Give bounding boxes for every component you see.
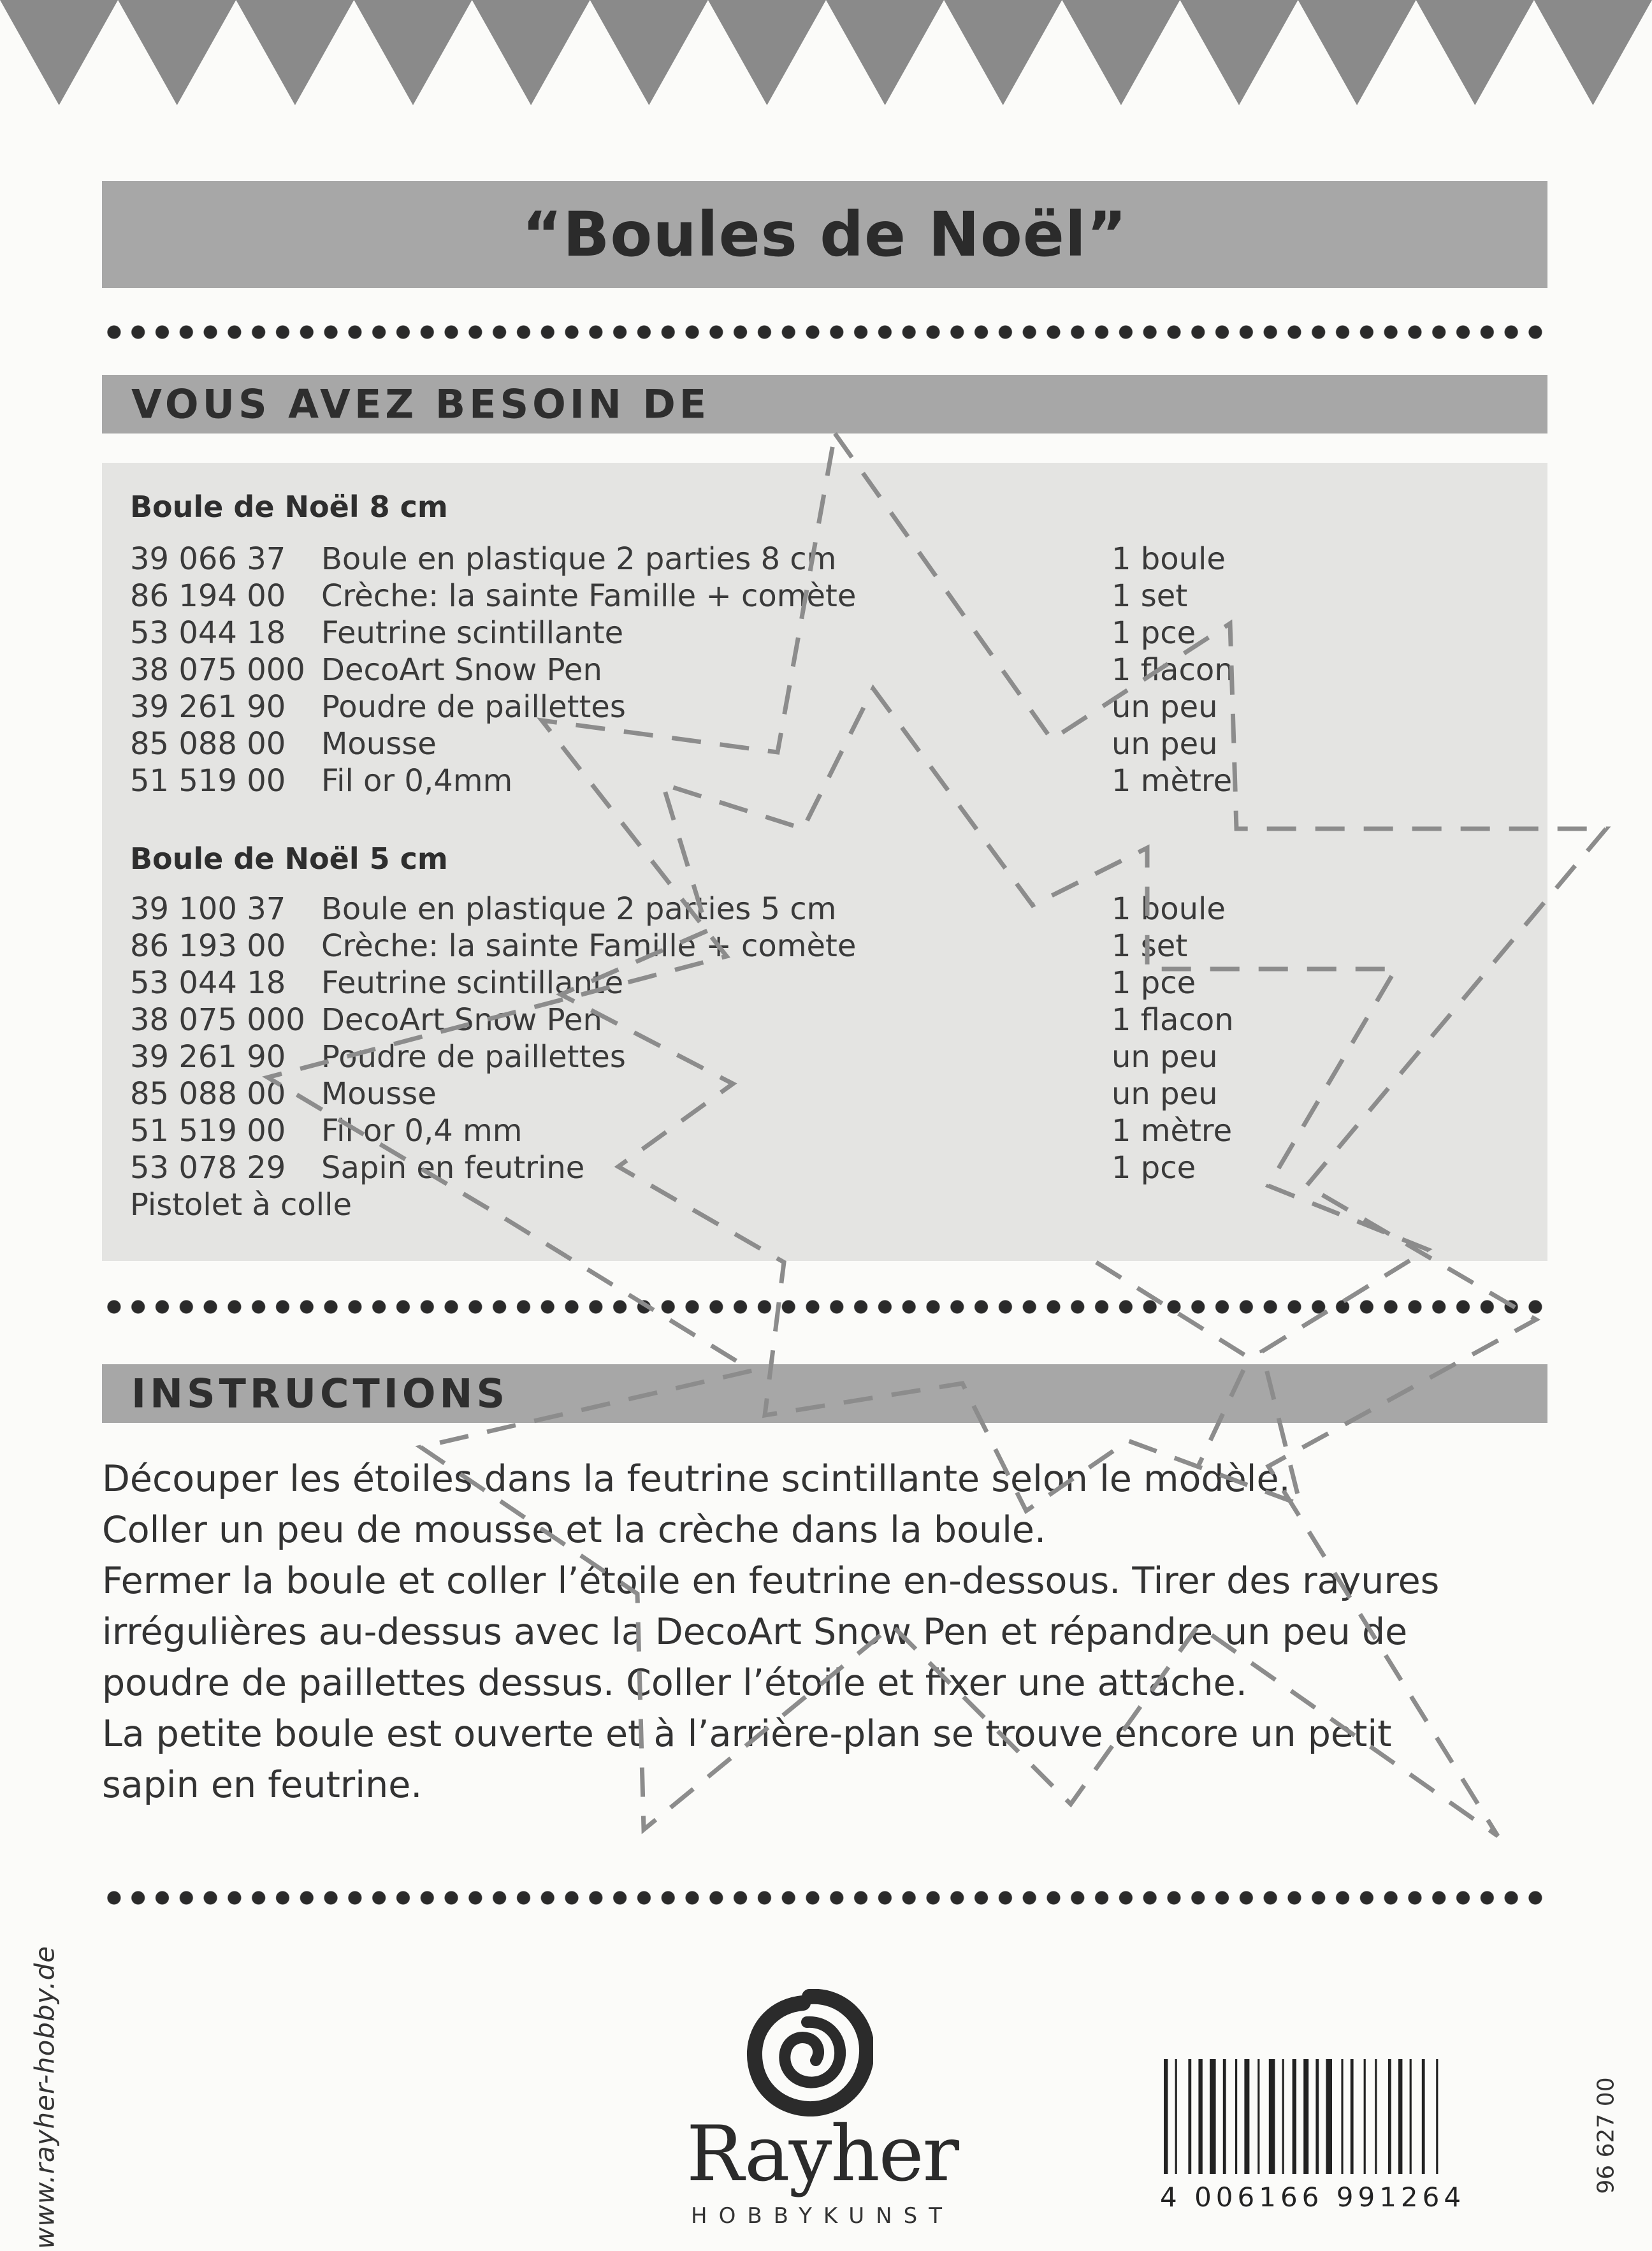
- item-name: Fil or 0,4 mm: [321, 1113, 523, 1149]
- page-title: “Boules de Noël”: [522, 199, 1127, 270]
- dotted-divider: [102, 1297, 1547, 1316]
- item-qty: 1 set: [1112, 578, 1188, 614]
- item-qty: 1 pce: [1112, 965, 1196, 1001]
- item-code: 39 100 37: [130, 891, 286, 927]
- item-name: Mousse: [321, 726, 437, 762]
- instruction-line: sapin en feutrine.: [102, 1764, 423, 1806]
- item-code: 38 075 000: [130, 652, 305, 688]
- needs-heading: VOUS AVEZ BESOIN DE: [131, 381, 711, 428]
- item-qty: 1 pce: [1112, 615, 1196, 651]
- rayher-spiral-logo-icon: [746, 1989, 873, 2116]
- item-qty: 1 flacon: [1112, 1002, 1234, 1038]
- item-qty: un peu: [1112, 1076, 1218, 1112]
- item-qty: 1 mètre: [1112, 763, 1233, 799]
- item-extra: Pistolet à colle: [130, 1187, 352, 1223]
- item-name: Feutrine scintillante: [321, 965, 624, 1001]
- instructions-heading: INSTRUCTIONS: [131, 1370, 509, 1417]
- instruction-line: Découper les étoiles dans la feutrine scintillante selon le modèle.: [102, 1458, 1291, 1500]
- item-code: 51 519 00: [130, 1113, 286, 1149]
- item-name: Feutrine scintillante: [321, 615, 624, 651]
- brand-tagline: HOBBYKUNST: [691, 2203, 953, 2229]
- materials-panel: [102, 463, 1547, 1261]
- barcode-number: 4 006166 991264: [1160, 2182, 1466, 2213]
- item-code: 39 261 90: [130, 1039, 286, 1075]
- instruction-line: Fermer la boule et coller l’étoile en feutrine en-dessous. Tirer des rayures: [102, 1560, 1440, 1602]
- item-qty: 1 boule: [1112, 541, 1226, 577]
- dotted-divider: [102, 1888, 1547, 1907]
- item-code: 39 261 90: [130, 689, 286, 725]
- item-code: 85 088 00: [130, 1076, 286, 1112]
- article-number: 96 627 00: [1593, 2077, 1619, 2194]
- instructions-text: [102, 1453, 1568, 1810]
- item-qty: un peu: [1112, 1039, 1218, 1075]
- item-qty: 1 mètre: [1112, 1113, 1233, 1149]
- item-code: 39 066 37: [130, 541, 286, 577]
- instruction-line: Coller un peu de mousse et la crèche dans la boule.: [102, 1509, 1047, 1551]
- website-url: www.rayher-hobby.de: [29, 1945, 61, 2250]
- item-code: 51 519 00: [130, 763, 286, 799]
- item-code: 86 194 00: [130, 578, 286, 614]
- group-title-8cm: Boule de Noël 8 cm: [130, 490, 448, 524]
- item-qty: un peu: [1112, 689, 1218, 725]
- zigzag-border: [0, 0, 1652, 112]
- item-name: Sapin en feutrine: [321, 1150, 585, 1186]
- item-qty: 1 boule: [1112, 891, 1226, 927]
- item-qty: 1 flacon: [1112, 652, 1234, 688]
- item-code: 38 075 000: [130, 1002, 305, 1038]
- item-name: Poudre de paillettes: [321, 1039, 626, 1075]
- item-name: Boule en plastique 2 parties 5 cm: [321, 891, 837, 927]
- item-code: 53 044 18: [130, 965, 286, 1001]
- item-name: DecoArt Snow Pen: [321, 1002, 602, 1038]
- barcode: [1160, 2059, 1530, 2212]
- barcode-icon: [1160, 2059, 1530, 2180]
- instructions-section-header: [102, 1364, 1547, 1423]
- needs-section-header: [102, 375, 1547, 433]
- item-name: Fil or 0,4mm: [321, 763, 513, 799]
- instruction-line: poudre de paillettes dessus. Coller l’étoile et fixer une attache.: [102, 1662, 1247, 1704]
- item-qty: 1 pce: [1112, 1150, 1196, 1186]
- item-code: 86 193 00: [130, 928, 286, 964]
- instruction-line: irrégulières au-dessus avec la DecoArt Snow Pen et répandre un peu de: [102, 1611, 1408, 1653]
- brand-name: Rayher: [686, 2110, 959, 2199]
- item-name: Crèche: la sainte Famille + comète: [321, 578, 857, 614]
- group-title-5cm: Boule de Noël 5 cm: [130, 841, 448, 876]
- item-name: DecoArt Snow Pen: [321, 652, 602, 688]
- item-code: 53 044 18: [130, 615, 286, 651]
- item-code: 85 088 00: [130, 726, 286, 762]
- item-name: Crèche: la sainte Famille + comète: [321, 928, 857, 964]
- rayher-logo: [650, 1989, 994, 2244]
- item-name: Boule en plastique 2 parties 8 cm: [321, 541, 837, 577]
- instruction-line: La petite boule est ouverte et à l’arrière-plan se trouve encore un petit: [102, 1713, 1392, 1755]
- item-qty: un peu: [1112, 726, 1218, 762]
- title-banner: [102, 181, 1547, 288]
- dotted-divider: [102, 323, 1547, 342]
- item-code: 53 078 29: [130, 1150, 286, 1186]
- item-name: Mousse: [321, 1076, 437, 1112]
- item-qty: 1 set: [1112, 928, 1188, 964]
- item-name: Poudre de paillettes: [321, 689, 626, 725]
